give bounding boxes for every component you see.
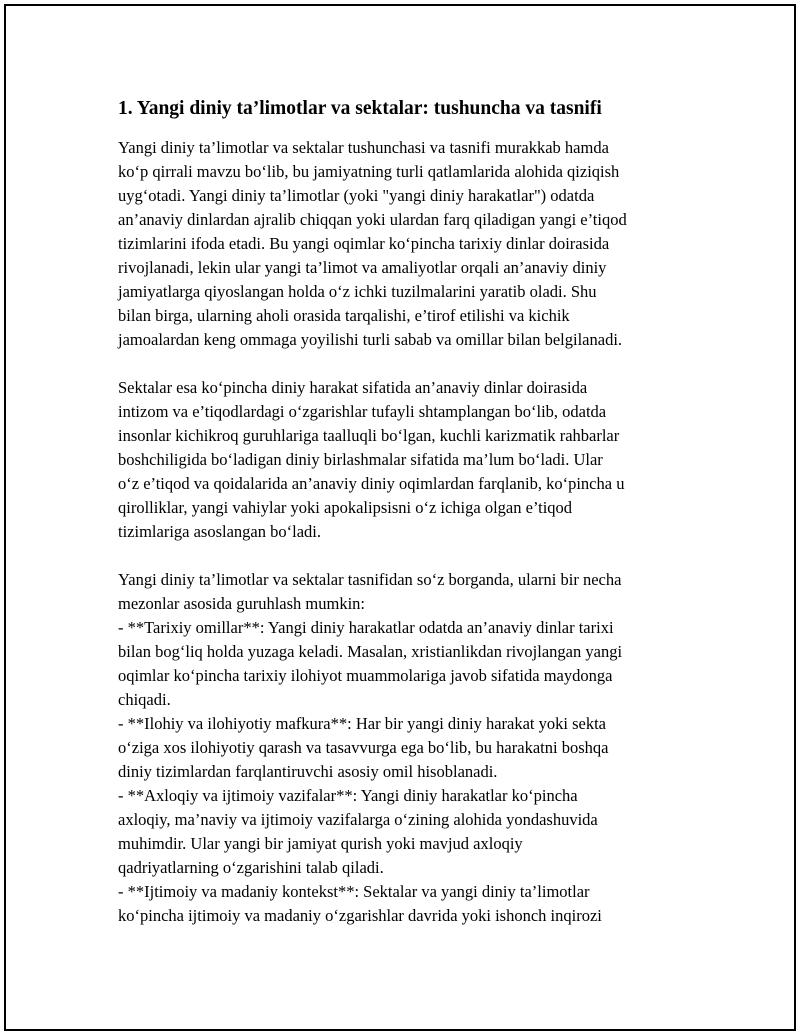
text-line: insonlar kichikroq guruhlariga taalluqli bo‘lgan, kuchli karizmatik rahbarlar xyxy=(118,426,620,445)
text-line: o‘z e’tiqod va qoidalarida an’anaviy diniy oqimlardan farqlanib, ko‘pincha u xyxy=(118,474,625,493)
text-line: - **Axloqiy va ijtimoiy vazifalar**: Yangi diniy harakatlar ko‘pincha xyxy=(118,786,578,805)
text-line: bilan bog‘liq holda yuzaga keladi. Masalan, xristianlikdan rivojlangan yangi xyxy=(118,642,623,661)
text-line: qirolliklar, yangi vahiylar yoki apokalipsisni o‘z ichiga olgan e’tiqod xyxy=(118,498,573,517)
text-line: Yangi diniy ta’limotlar va sektalar tasnifidan so‘z borganda, ularni bir necha xyxy=(118,570,622,589)
paragraph-1 xyxy=(118,136,693,352)
text-line: chiqadi. xyxy=(118,690,171,709)
text-line: rivojlanadi, lekin ular yangi ta’limot va amaliyotlar orqali an’anaviy diniy xyxy=(118,258,607,277)
text-line: axloqiy, ma’naviy va ijtimoiy vazifalarga o‘zining alohida yondashuvida xyxy=(118,810,598,829)
text-line: tizimlariga asoslangan bo‘ladi. xyxy=(118,522,321,541)
text-line: tizimlarini ifoda etadi. Bu yangi oqimlar ko‘pincha tarixiy dinlar doirasida xyxy=(118,234,610,253)
text-line: bilan birga, ularning aholi orasida tarqalishi, e’tirof etilishi va kichik xyxy=(118,306,570,325)
text-line: qadriyatlarning o‘zgarishini talab qiladi. xyxy=(118,858,384,877)
text-line: jamiyatlarga qiyoslangan holda o‘z ichki tuzilmalarini yaratib oladi. Shu xyxy=(118,282,597,301)
text-line: - **Ijtimoiy va madaniy kontekst**: Sektalar va yangi diniy ta’limotlar xyxy=(118,882,590,901)
section-heading: 1. Yangi diniy ta’limotlar va sektalar: tushuncha va tasnifi xyxy=(118,98,602,119)
text-line: o‘ziga xos ilohiyotiy qarash va tasavvurga ega bo‘lib, bu harakatni boshqa xyxy=(118,738,609,757)
text-line: an’anaviy dinlardan ajralib chiqqan yoki ulardan farq qiladigan yangi e’tiqod xyxy=(118,210,627,229)
text-line: uyg‘otadi. Yangi diniy ta’limotlar (yoki "yangi diniy harakatlar") odatda xyxy=(118,186,595,205)
text-line: Yangi diniy ta’limotlar va sektalar tushunchasi va tasnifi murakkab hamda xyxy=(118,138,609,157)
text-line: boshchiligida bo‘ladigan diniy birlashmalar sifatida ma’lum bo‘ladi. Ular xyxy=(118,450,603,469)
text-line: diniy tizimlardan farqlantiruvchi asosiy omil hisoblanadi. xyxy=(118,762,498,781)
document-body xyxy=(118,96,693,928)
text-line: oqimlar ko‘pincha tarixiy ilohiyot muammolariga javob sifatida maydonga xyxy=(118,666,613,685)
paragraph-2 xyxy=(118,376,693,544)
text-line: ko‘pincha ijtimoiy va madaniy o‘zgarishlar davrida yoki ishonch inqirozi xyxy=(118,906,602,925)
text-line: Sektalar esa ko‘pincha diniy harakat sifatida an’anaviy dinlar doirasida xyxy=(118,378,588,397)
text-line: - **Ilohiy va ilohiyotiy mafkura**: Har bir yangi diniy harakat yoki sekta xyxy=(118,714,607,733)
paragraph-3 xyxy=(118,568,693,928)
text-line: jamoalardan keng ommaga yoyilishi turli sabab va omillar bilan belgilanadi. xyxy=(118,330,623,349)
text-line: muhimdir. Ular yangi bir jamiyat qurish yoki mavjud axloqiy xyxy=(118,834,523,853)
text-line: mezonlar asosida guruhlash mumkin: xyxy=(118,594,365,613)
text-line: intizom va e’tiqodlardagi o‘zgarishlar tufayli shtamplangan bo‘lib, odatda xyxy=(118,402,607,421)
text-line: ko‘p qirrali mavzu bo‘lib, bu jamiyatning turli qatlamlarida alohida qiziqish xyxy=(118,162,620,181)
paragraph-container xyxy=(118,136,693,928)
text-line: - **Tarixiy omillar**: Yangi diniy harakatlar odatda an’anaviy dinlar tarixi xyxy=(118,618,614,637)
